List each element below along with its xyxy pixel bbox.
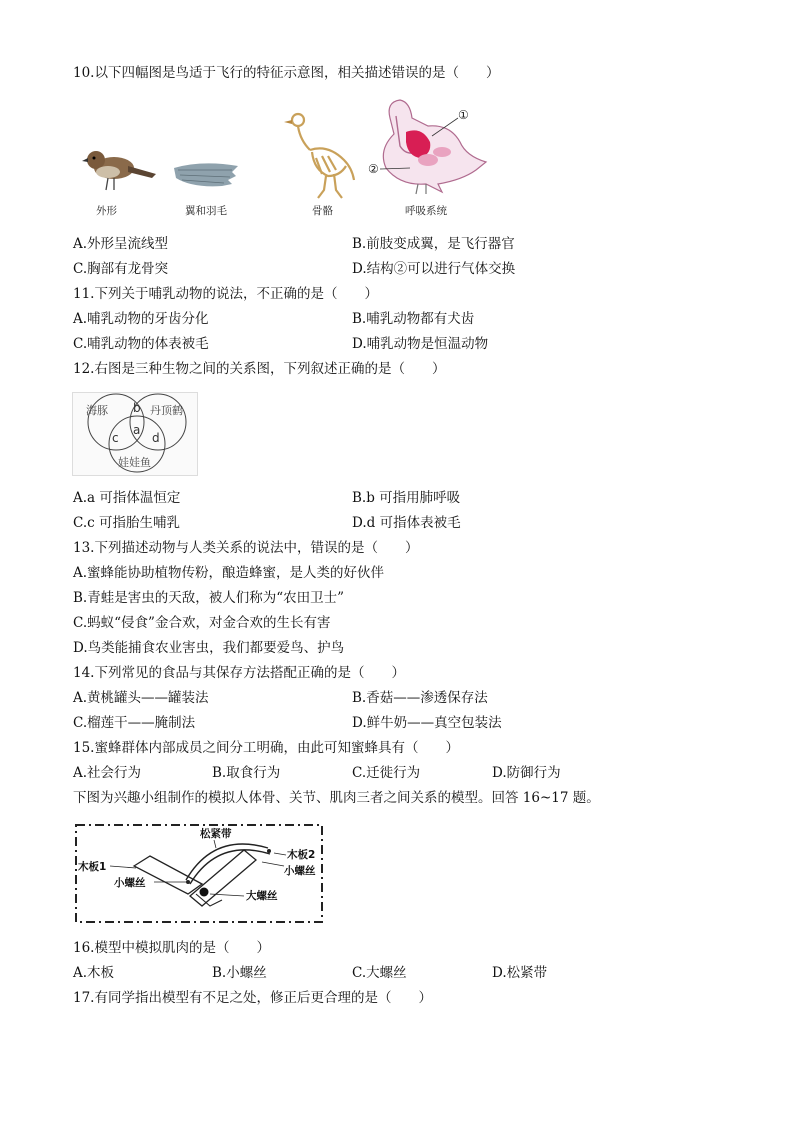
venn-region-b: b [133,401,141,415]
q14-option-d: D.鲜牛奶——真空包装法 [352,715,502,731]
q10-caption-2: 翼和羽毛 [185,205,227,217]
label-board-2: 木板2 [287,849,316,861]
q10-caption-4: 呼吸系统 [405,205,447,217]
label-elastic-band: 松紧带 [200,828,232,840]
q13-option-a: A.蜜蜂能协助植物传粉，酿造蜂蜜，是人类的好伙伴 [73,565,385,581]
q14-option-a: A.黄桃罐头——罐装法 [73,690,209,706]
q15-option-b: B.取食行为 [212,765,281,781]
q10-stem: 10.以下四幅图是鸟适于飞行的特征示意图，相关描述错误的是（ ） [73,65,500,81]
q13-option-d: D.鸟类能捕食农业害虫，我们都要爱鸟、护鸟 [73,640,345,656]
q12-option-d: D.d 可指体表被毛 [352,515,461,531]
q12-option-c: C.c 可指胎生哺乳 [73,515,180,531]
label-small-screw-right: 小螺丝 [284,865,316,877]
label-big-screw: 大螺丝 [246,890,278,902]
q11-option-d: D.哺乳动物是恒温动物 [352,336,489,352]
venn-region-a: a [133,423,141,437]
q11-option-a: A.哺乳动物的牙齿分化 [73,311,209,327]
q14-stem: 14.下列常见的食品与其保存方法搭配正确的是（ ） [73,665,405,681]
venn-label-salamander: 娃娃鱼 [118,456,151,469]
q10-caption-1: 外形 [96,205,117,217]
q17-stem: 17.有同学指出模型有不足之处，修正后更合理的是（ ） [73,990,432,1006]
model-intro: 下图为兴趣小组制作的模拟人体骨、关节、肌肉三者之间关系的模型。回答 16~17 题。 [73,790,600,806]
venn-diagram [72,392,198,476]
q10-option-c: C.胸部有龙骨突 [73,261,169,277]
venn-region-d: d [152,431,160,445]
q16-stem: 16.模型中模拟肌肉的是（ ） [73,940,270,956]
q10-caption-3: 骨骼 [312,205,333,217]
q10-option-b: B.前肢变成翼，是飞行器官 [352,236,515,252]
q11-option-c: C.哺乳动物的体表被毛 [73,336,209,352]
q12-option-b: B.b 可指用肺呼吸 [352,490,461,506]
q12-stem: 12.右图是三种生物之间的关系图，下列叙述正确的是（ ） [73,361,446,377]
q10-option-a: A.外形呈流线型 [73,236,169,252]
q15-option-d: D.防御行为 [492,765,561,781]
label-board-1: 木板1 [78,861,107,873]
q12-option-a: A.a 可指体温恒定 [73,490,181,506]
q13-option-c: C.蚂蚁“侵食”金合欢，对金合欢的生长有害 [73,615,331,631]
venn-region-c: c [112,431,119,445]
q13-stem: 13.下列描述动物与人类关系的说法中，错误的是（ ） [73,540,419,556]
marker-2: ② [368,162,379,176]
q16-option-a: A.木板 [73,965,115,981]
q11-stem: 11.下列关于哺乳动物的说法，不正确的是（ ） [73,286,378,302]
model-diagram [74,822,326,926]
skeleton-image [282,110,362,202]
label-small-screw-left: 小螺丝 [114,877,146,889]
q16-option-d: D.松紧带 [492,965,548,981]
q16-option-c: C.大螺丝 [352,965,407,981]
q10-option-d: D.结构②可以进行气体交换 [352,261,516,277]
respiratory-system-image [366,96,490,198]
q15-stem: 15.蜜蜂群体内部成员之间分工明确，由此可知蜜蜂具有（ ） [73,740,459,756]
wing-feather-image [172,158,240,192]
marker-1: ① [458,108,469,122]
q15-option-a: A.社会行为 [73,765,142,781]
q16-option-b: B.小螺丝 [212,965,267,981]
venn-label-crane: 丹顶鹤 [150,404,183,417]
q14-option-b: B.香菇——渗透保存法 [352,690,488,706]
venn-label-dolphin: 海豚 [86,404,108,417]
q15-option-c: C.迁徙行为 [352,765,421,781]
q13-option-b: B.青蛙是害虫的天敌，被人们称为“农田卫士” [73,590,345,606]
q11-option-b: B.哺乳动物都有犬齿 [352,311,475,327]
q14-option-c: C.榴莲干——腌制法 [73,715,196,731]
sparrow-image [78,140,160,194]
